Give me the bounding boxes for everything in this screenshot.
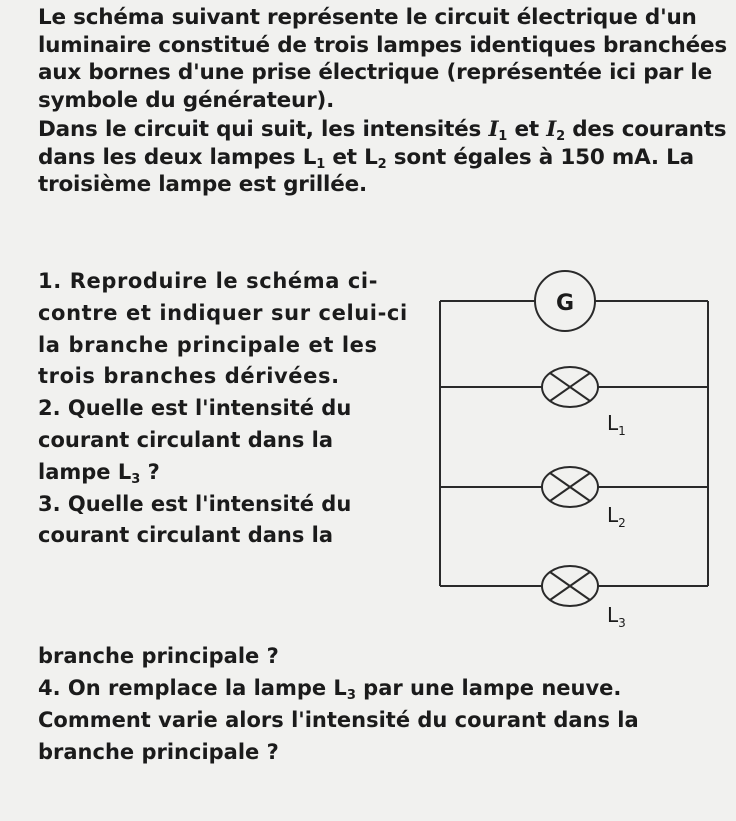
intensity-symbol-i2: I <box>546 117 557 142</box>
problem-statement <box>38 4 728 199</box>
lamp-3-symbol <box>542 566 598 606</box>
question-2-text: 2. Quelle est l'intensité du courant circulant dans la lampe <box>38 396 352 484</box>
intro-text-c: sont égales à 150 mA. La troisième lampe est grillée. <box>38 144 694 197</box>
question-4-line <box>38 673 728 768</box>
question-4 <box>38 673 728 768</box>
intro-paragraph-1: Le schéma suivant représente le circuit électrique d'un luminaire constitué de trois lampes identiques branchées aux bornes d'une prise électrique (représentée ici par le symbole du générateur). <box>38 5 727 113</box>
lamp-2-label: $L_2$ <box>607 503 626 530</box>
subscript-1: 1 <box>498 129 508 144</box>
lamp-1-label: $L_1$ <box>607 411 626 438</box>
lamp-l2-ref: L <box>364 144 378 170</box>
intro-text-b: des courants dans les deux lampes <box>38 117 727 170</box>
lamp-l1-ref: L <box>302 144 317 170</box>
generator-symbol <box>535 271 595 331</box>
lamp-2-symbol <box>542 467 598 507</box>
questions-column <box>38 266 410 552</box>
subscript-3: 3 <box>131 471 141 487</box>
generator-label: G <box>555 291 575 316</box>
subscript-1b: 1 <box>316 156 326 172</box>
word-et-2: et <box>332 144 357 170</box>
lamp-3-label: $L_3$ <box>607 603 626 630</box>
circuit-svg <box>408 270 736 650</box>
question-4-text-b: par une lampe neuve. <box>363 676 622 700</box>
question-3-end: branche principale ? <box>38 644 279 668</box>
question-2 <box>38 393 410 488</box>
word-et: et <box>514 117 539 142</box>
subscript-2b: 2 <box>377 156 387 172</box>
intensity-symbol-i1: I <box>488 117 499 142</box>
subscript-3b: 3 <box>346 688 356 703</box>
question-4-text-a: 4. On remplace la lampe <box>38 676 327 700</box>
question-1: 1. Reproduire le schéma ci-contre et indiquer sur celui-ci la branche principale et les trois branches dérivées. <box>38 269 408 389</box>
question-3: 3. Quelle est l'intensité du courant circulant dans la <box>38 491 352 548</box>
question-4-text-c: Comment varie alors l'intensité du courant dans la branche principale ? <box>38 707 639 764</box>
question-2-mark: ? <box>147 459 160 484</box>
intro-text-a: Dans le circuit qui suit, les intensités <box>38 117 482 142</box>
subscript-2: 2 <box>556 129 565 144</box>
circuit-diagram <box>408 270 736 650</box>
lamp-l3-ref-2: L <box>333 676 347 700</box>
lamp-l3-ref: L <box>117 459 132 484</box>
intro-paragraph-2 <box>38 116 728 199</box>
lamp-1-symbol <box>542 367 598 407</box>
